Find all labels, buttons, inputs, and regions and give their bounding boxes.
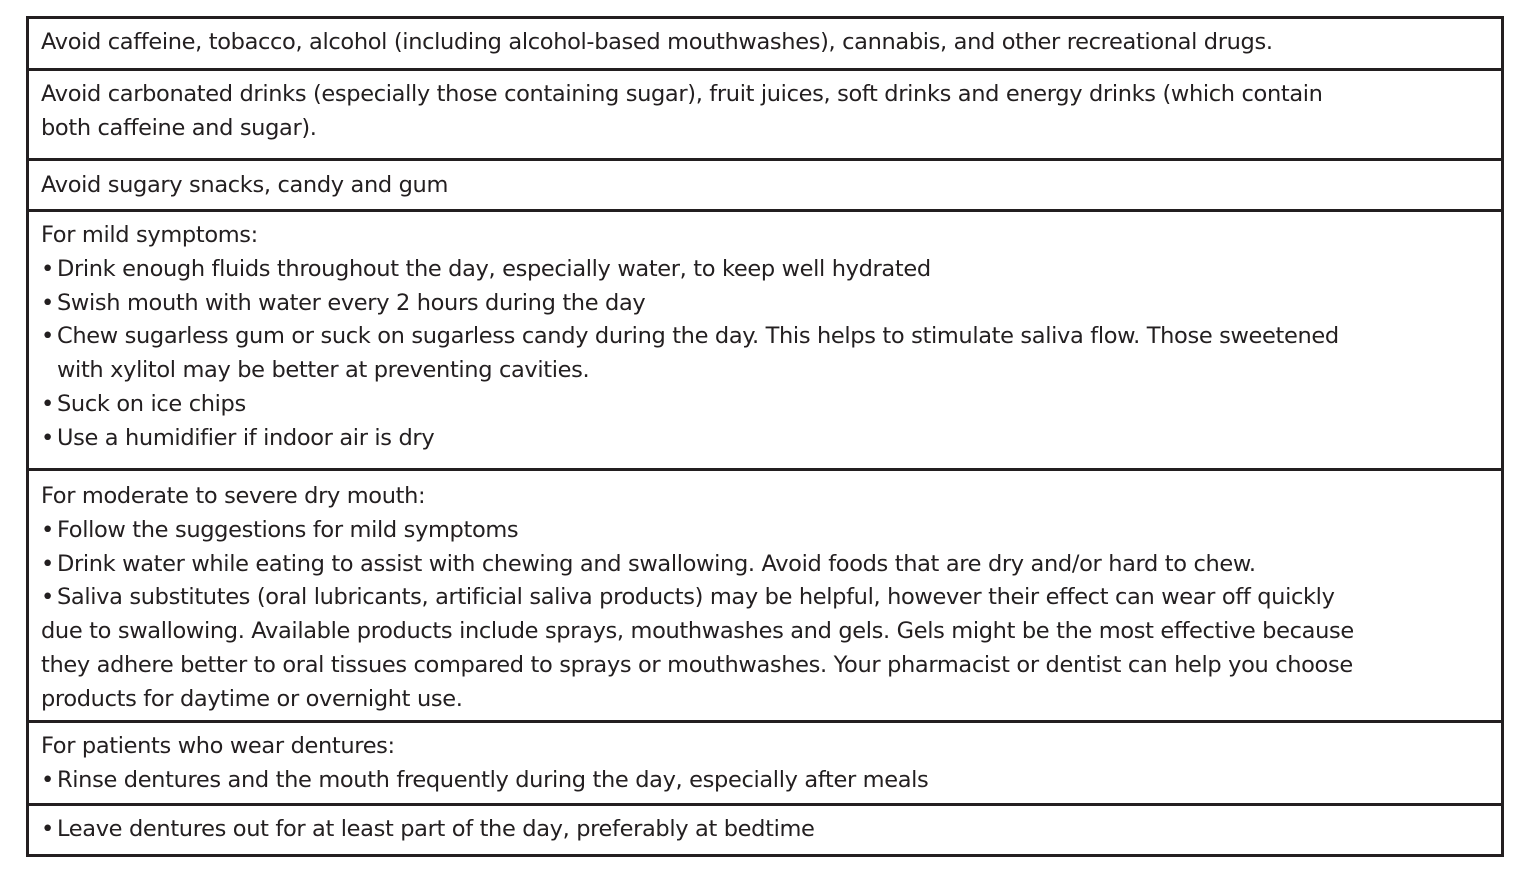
bullet-item: • Follow the suggestions for mild symptoms	[41, 514, 1489, 548]
row-heading: For patients who wear dentures:	[41, 733, 395, 759]
table-row	[29, 158, 1501, 209]
row-heading: For moderate to severe dry mouth:	[41, 483, 426, 509]
row-heading: For mild symptoms:	[41, 222, 258, 248]
bullet-continuation: they adhere better to oral tissues compared to sprays or mouthwashes. Your pharmacist or dentist can help you choose	[41, 651, 1353, 678]
bullet-item: • Rinse dentures and the mouth frequently during the day, especially after meals	[41, 764, 1489, 798]
row-text: both caffeine and sugar).	[41, 114, 317, 141]
bullet-item: • Swish mouth with water every 2 hours during the day	[41, 287, 1489, 321]
bullet-continuation: with xylitol may be better at preventing cavities.	[57, 357, 590, 384]
table-row	[29, 68, 1501, 158]
table-row	[29, 468, 1501, 720]
row-text: Avoid carbonated drinks (especially those containing sugar), fruit juices, soft drinks and energy drinks (which contain	[41, 81, 1323, 107]
table-row	[29, 19, 1501, 68]
table-row	[29, 803, 1501, 854]
bullet-continuation: due to swallowing. Available products include sprays, mouthwashes and gels. Gels might be the most effective because	[41, 618, 1354, 645]
row-text: Avoid caffeine, tobacco, alcohol (including alcohol-based mouthwashes), cannabis, and other recreational drugs.	[41, 29, 1273, 55]
bullet-item: • Saliva substitutes (oral lubricants, artificial saliva products) may be helpful, however their effect can wear off quickly	[41, 581, 1489, 615]
bullet-continuation: products for daytime or overnight use.	[41, 685, 463, 712]
bullet-item: • Leave dentures out for at least part of the day, preferably at bedtime	[41, 813, 1489, 847]
bullet-item: • Drink enough fluids throughout the day, especially water, to keep well hydrated	[41, 253, 1489, 287]
bullet-item: • Drink water while eating to assist with chewing and swallowing. Avoid foods that are dry and/or hard to chew.	[41, 548, 1489, 582]
recommendations-table	[26, 16, 1504, 857]
bullet-item: • Use a humidifier if indoor air is dry	[41, 422, 1489, 456]
row-text: Avoid sugary snacks, candy and gum	[41, 172, 449, 198]
bullet-item: • Suck on ice chips	[41, 388, 1489, 422]
table-row	[29, 209, 1501, 468]
bullet-item: • Chew sugarless gum or suck on sugarless candy during the day. This helps to stimulate saliva flow. Those sweetened	[41, 320, 1489, 354]
table-row	[29, 720, 1501, 803]
